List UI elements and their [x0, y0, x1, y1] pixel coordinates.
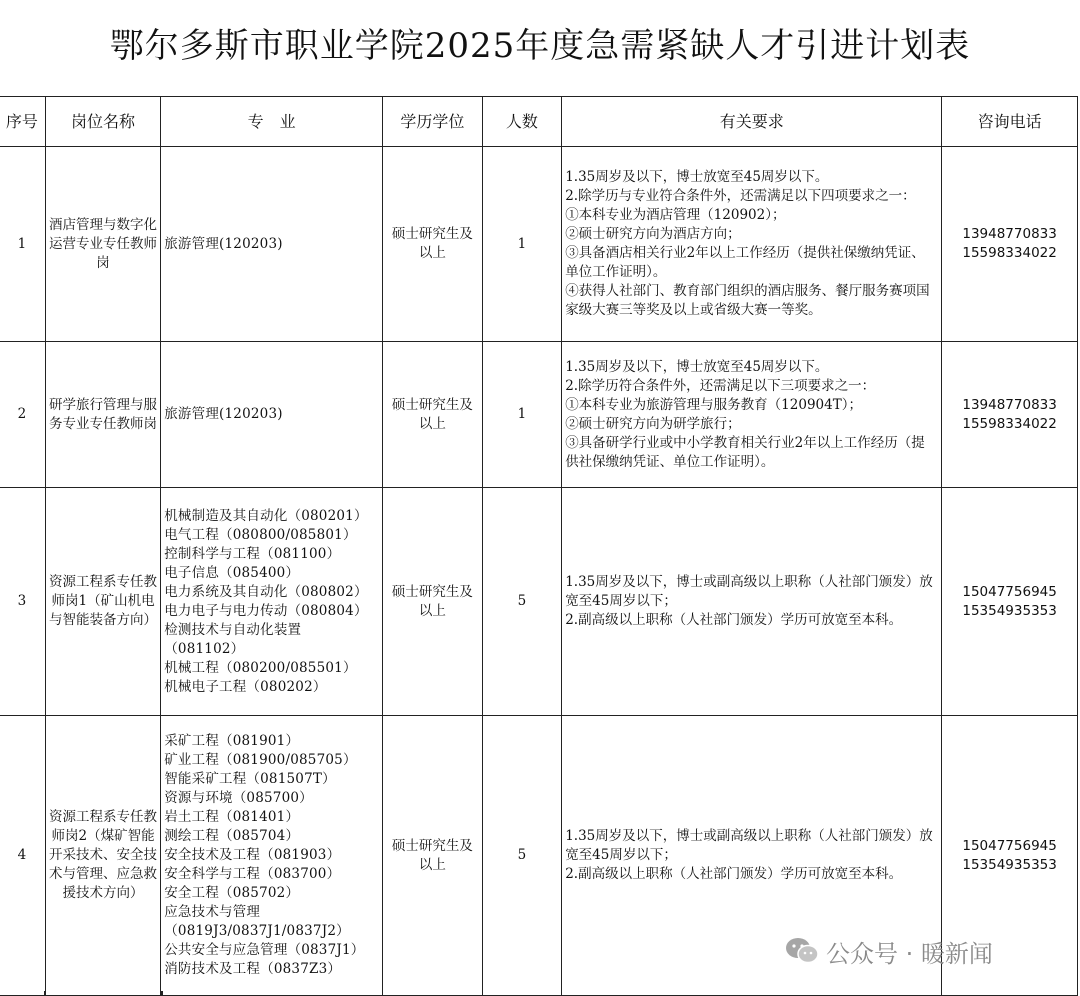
requirement-item: 1.35周岁及以下，博士或副高级以上职称（人社部门颁发）放宽至45周岁以下；: [565, 828, 933, 863]
major-item: 控制科学与工程（081100）: [164, 545, 341, 562]
degree-requirement: 硕士研究生及以上: [383, 488, 482, 716]
header-degree: 学历学位: [383, 97, 482, 147]
row-number: 2: [0, 342, 45, 488]
contact-phones: [942, 488, 1078, 716]
requirement-item: 1.35周岁及以下，博士或副高级以上职称（人社部门颁发）放宽至45周岁以下；: [565, 574, 933, 609]
major-item: 机械电子工程（080202）: [164, 678, 327, 695]
position-name: 研学旅行管理与服务专业专任教师岗: [45, 342, 160, 488]
major-item: 安全工程（085702）: [164, 885, 300, 901]
requirement-item: ①本科专业为旅游管理与服务教育（120904T）；: [565, 396, 862, 413]
requirements: [562, 488, 942, 716]
major-item: 资源与环境（085700）: [164, 790, 313, 806]
major-list: [161, 342, 383, 488]
header-no: 序号: [0, 97, 45, 147]
phone-number: 15354935353: [962, 602, 1057, 619]
major-item: 智能采矿工程（081507T）: [164, 771, 336, 787]
phone-number: 15598334022: [962, 415, 1057, 432]
major-list: [161, 716, 383, 996]
major-list: [161, 147, 383, 342]
major-item: 矿业工程（081900/085705）: [164, 752, 357, 768]
phone-number: 13948770833: [962, 396, 1057, 413]
headcount: 1: [482, 147, 562, 342]
row-number: 1: [0, 147, 45, 342]
phone-number: 15598334022: [962, 245, 1057, 261]
position-name: 酒店管理与数字化运营专业专任教师岗: [45, 147, 160, 342]
major-item: 电气工程（080800/085801）: [164, 526, 357, 543]
header-count: 人数: [482, 97, 562, 147]
major-item: 旅游管理(120203): [164, 406, 283, 422]
major-item: 安全科学与工程（083700）: [164, 866, 341, 882]
requirement-item: ①本科专业为酒店管理（120902）；: [565, 207, 786, 223]
requirement-item: 2.除学历与专业符合条件外，还需满足以下四项要求之一：: [565, 188, 916, 204]
major-item: 公共安全与应急管理（0837J1）: [164, 942, 365, 958]
major-item: 安全技术及工程（081903）: [164, 847, 341, 863]
requirement-item: 2.副高级以上职称（人社部门颁发）学历可放宽至本科。: [565, 612, 903, 628]
header-row: [0, 97, 1078, 147]
header-position: 岗位名称: [45, 97, 160, 147]
major-item: 电力系统及其自动化（080802）: [164, 583, 368, 600]
table-row: [0, 147, 1078, 342]
position-name: 资源工程系专任教师岗1（矿山机电与智能装备方向）: [45, 488, 160, 716]
headcount: 1: [482, 342, 562, 488]
major-item: 检测技术与自动化装置: [164, 621, 302, 638]
recruitment-table: [0, 96, 1078, 996]
row-number: 3: [0, 488, 45, 716]
headcount: 5: [482, 488, 562, 716]
requirement-item: 1.35周岁及以下，博士放宽至45周岁以下。: [565, 358, 829, 375]
table-continuation-line: [161, 991, 163, 996]
contact-phones: [942, 342, 1078, 488]
degree-requirement: 硕士研究生及以上: [383, 342, 482, 488]
header-requirements: 有关要求: [562, 97, 942, 147]
page-title: 鄂尔多斯市职业学院2025年度急需紧缺人才引进计划表: [109, 26, 971, 66]
major-item: （081102）: [164, 640, 245, 657]
degree-requirement: 硕士研究生及以上: [383, 147, 482, 342]
requirement-item: ③具备酒店相关行业2年以上工作经历（提供社保缴纳凭证、单位工作证明）。: [565, 245, 925, 280]
phone-number: 13948770833: [962, 226, 1057, 242]
wechat-icon: [784, 935, 820, 967]
position-name: 资源工程系专任教师岗2（煤矿智能开采技术、安全技术与管理、应急救援技术方向）: [45, 716, 160, 996]
requirement-item: ②硕士研究方向为酒店方向；: [565, 226, 741, 242]
requirement-item: ③具备研学行业或中小学教育相关行业2年以上工作经历（提供社保缴纳凭证、单位工作证明）。: [565, 434, 925, 470]
phone-number: 15047756945: [962, 837, 1057, 854]
major-item: 岩土工程（081401）: [164, 809, 300, 825]
major-item: 电子信息（085400）: [164, 564, 300, 581]
contact-phones: [942, 147, 1078, 342]
table-row: [0, 342, 1078, 488]
phone-number: 15354935353: [962, 856, 1057, 873]
major-item: 机械工程（080200/085501）: [164, 659, 357, 676]
requirement-item: ④获得人社部门、教育部门组织的酒店服务、餐厅服务赛项国家级大赛三等奖及以上或省级大赛一等奖。: [565, 283, 930, 318]
requirement-item: 1.35周岁及以下，博士放宽至45周岁以下。: [565, 169, 829, 185]
major-item: 机械制造及其自动化（080201）: [164, 507, 368, 524]
major-list: [161, 488, 383, 716]
header-major: 专 业: [161, 97, 383, 147]
row-number: 4: [0, 716, 45, 996]
headcount: 5: [482, 716, 562, 996]
requirement-item: 2.副高级以上职称（人社部门颁发）学历可放宽至本科。: [565, 866, 903, 882]
watermark: [784, 933, 993, 969]
major-item: 应急技术与管理: [164, 904, 261, 920]
requirements: [562, 342, 942, 488]
requirements: [562, 147, 942, 342]
major-item: 采矿工程（081901）: [164, 733, 300, 749]
table-row: [0, 488, 1078, 716]
major-item: 旅游管理(120203): [164, 235, 283, 252]
watermark-text: 公众号 · 暖新闻: [826, 939, 993, 968]
table-continuation-line: [44, 991, 46, 996]
phone-number: 15047756945: [962, 583, 1057, 600]
requirement-item: 2.除学历符合条件外，还需满足以下三项要求之一：: [565, 377, 876, 394]
requirement-item: ②硕士研究方向为研学旅行；: [565, 415, 741, 432]
major-item: 测绘工程（085704）: [164, 828, 300, 844]
degree-requirement: 硕士研究生及以上: [383, 716, 482, 996]
major-item: 消防技术及工程（0837Z3）: [164, 961, 342, 977]
header-phone: 咨询电话: [942, 97, 1078, 147]
major-item: （0819J3/0837J1/0837J2）: [164, 923, 350, 939]
major-item: 电力电子与电力传动（080804）: [164, 602, 368, 619]
